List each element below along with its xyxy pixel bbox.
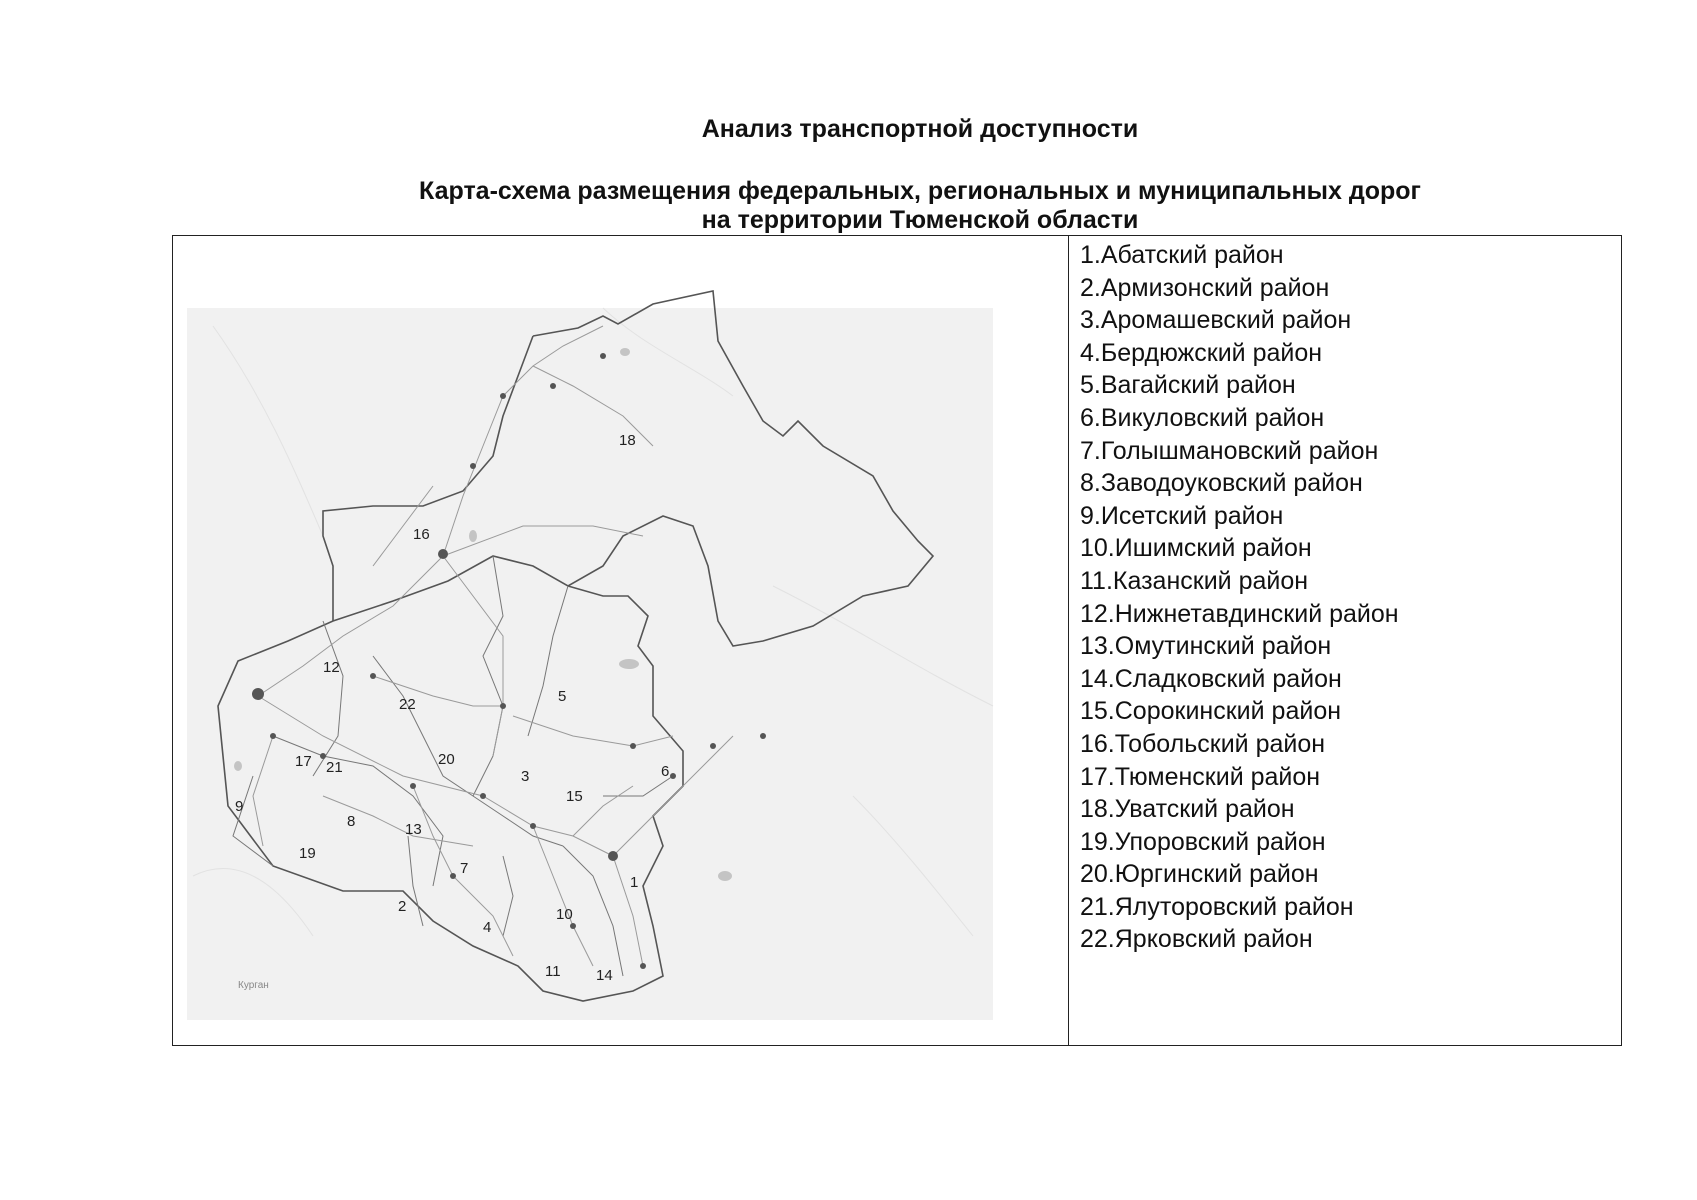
page-title: Анализ транспортной доступности [701, 115, 1139, 143]
district-number-21: 21 [326, 759, 343, 776]
district-number-22: 22 [399, 696, 416, 713]
district-legend-list [1069, 236, 1621, 956]
district-number-3: 3 [521, 768, 530, 785]
settlement-marker [570, 923, 576, 929]
region-map [173, 236, 1068, 1045]
legend-item-zavodoukovsky: 8.Заводоуковский район [1080, 469, 1363, 498]
district-number-15: 15 [566, 788, 583, 805]
district-number-9: 9 [235, 798, 244, 815]
legend-item-berdyuzhsky: 4.Бердюжский район [1080, 338, 1323, 367]
legend-item-vikulovsky: 6.Викуловский район [1080, 403, 1325, 432]
settlement-marker [470, 463, 476, 469]
legend-item-yalutorovsky: 21.Ялуторовский район [1080, 892, 1354, 921]
map-legend-table [172, 235, 1622, 1046]
settlement-marker [370, 673, 376, 679]
settlement-marker [530, 823, 536, 829]
legend-item-nizhnetavdinsky: 12.Нижнетавдинский район [1080, 599, 1399, 628]
legend-item-yurginsky: 20.Юргинский район [1080, 860, 1319, 889]
district-number-4: 4 [483, 919, 492, 936]
legend-item-uporovsky: 19.Упоровский район [1080, 827, 1326, 856]
legend-item-aromashevsky: 3.Аромашевский район [1080, 306, 1352, 335]
settlement-marker [500, 393, 506, 399]
legend-item-sorokinsky: 15.Сорокинский район [1080, 697, 1342, 726]
settlement-marker [450, 873, 456, 879]
legend-item-armizonsky: 2.Армизонский район [1080, 273, 1330, 302]
district-number-16: 16 [413, 526, 430, 543]
legend-item-tyumensky: 17.Тюменский район [1080, 762, 1321, 791]
district-number-12: 12 [323, 659, 340, 676]
legend-item-ishimsky: 10.Ишимский район [1080, 534, 1312, 563]
district-number-14: 14 [596, 967, 613, 984]
lake [619, 659, 639, 669]
district-number-11: 11 [545, 963, 561, 980]
district-number-13: 13 [405, 821, 422, 838]
district-legend [1069, 236, 1621, 1045]
district-number-2: 2 [398, 898, 407, 915]
district-number-1: 1 [630, 874, 639, 891]
lake [620, 348, 630, 356]
map-cell [173, 236, 1069, 1045]
map-caption-line-1: Карта-схема размещения федеральных, региональных и муниципальных дорог [419, 177, 1421, 205]
legend-item-uvatsky: 18.Уватский район [1080, 795, 1295, 824]
district-number-10: 10 [556, 906, 573, 923]
legend-item-kazansky: 11.Казанский район [1080, 566, 1309, 595]
lake [234, 761, 242, 771]
lake [469, 530, 477, 542]
settlement-marker [710, 743, 716, 749]
settlement-marker [500, 703, 506, 709]
settlement-marker [480, 793, 486, 799]
settlement-marker [550, 383, 556, 389]
legend-item-isetsky: 9.Исетский район [1080, 501, 1284, 530]
settlement-marker [760, 733, 766, 739]
settlement-marker [630, 743, 636, 749]
settlement-marker [410, 783, 416, 789]
settlement-marker [600, 353, 606, 359]
district-number-6: 6 [661, 763, 670, 780]
legend-item-vagaysky: 5.Вагайский район [1080, 371, 1296, 400]
district-number-17: 17 [295, 753, 312, 770]
place-name-kurgan: Курган [238, 980, 269, 991]
settlement-marker [640, 963, 646, 969]
legend-item-omutinsky: 13.Омутинский район [1080, 632, 1332, 661]
settlement-marker [270, 733, 276, 739]
legend-item-yarkovsky: 22.Ярковский район [1080, 925, 1313, 954]
district-number-20: 20 [438, 751, 455, 768]
district-number-19: 19 [299, 845, 316, 862]
legend-item-tobolsky: 16.Тобольский район [1080, 729, 1326, 758]
lake [718, 871, 732, 881]
district-number-18: 18 [619, 432, 636, 449]
legend-item-abatsky: 1.Абатский район [1080, 241, 1284, 269]
legend-item-golyshmanovsky: 7.Голышмановский район [1080, 436, 1379, 465]
district-number-7: 7 [460, 860, 469, 877]
map-caption-line-2: на территории Тюменской области [701, 206, 1139, 234]
settlement-marker [670, 773, 676, 779]
district-number-8: 8 [347, 813, 356, 830]
map-background [187, 308, 993, 1020]
tobolsk-city-marker [438, 549, 448, 559]
tyumen-city-marker [252, 688, 264, 700]
district-number-5: 5 [558, 688, 567, 705]
ishim-city-marker [608, 851, 618, 861]
legend-item-sladkovsky: 14.Сладковский район [1080, 664, 1342, 693]
